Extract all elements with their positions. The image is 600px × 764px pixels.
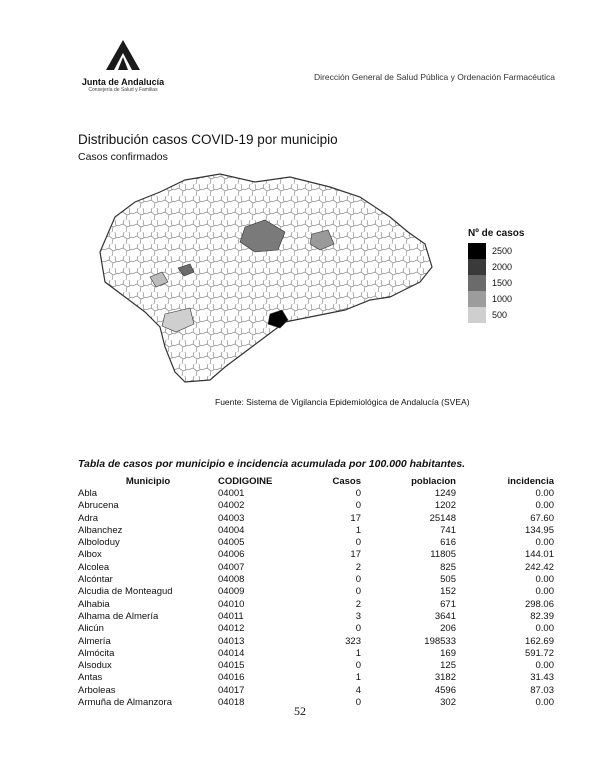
legend-swatch [468, 259, 486, 275]
table-row [78, 488, 554, 500]
col-header-casos: Casos [332, 476, 361, 487]
cell-poblacion: 198533 [424, 635, 456, 647]
cell-poblacion: 3641 [434, 610, 456, 622]
legend-swatch [468, 291, 486, 307]
cell-incidencia: 134.95 [524, 524, 554, 536]
cell-poblacion: 741 [440, 524, 456, 536]
table-row [78, 574, 554, 586]
cell-incidencia: 0.00 [535, 697, 554, 709]
col-header-incidencia: incidencia [507, 476, 554, 487]
cell-municipio: Adra [78, 512, 99, 524]
cell-poblacion: 125 [440, 660, 456, 672]
cell-municipio: Albox [78, 549, 102, 561]
table-row [78, 660, 554, 672]
figure-title: Distribución casos COVID-19 por municipio [78, 132, 338, 147]
cell-casos: 0 [355, 586, 361, 598]
cell-casos: 0 [355, 660, 361, 672]
cell-casos: 17 [350, 512, 361, 524]
cell-casos: 0 [355, 623, 361, 635]
cell-codigoine: 04008 [218, 574, 245, 586]
table-row [78, 672, 554, 684]
legend-label: 1500 [492, 278, 513, 288]
legend-label: 1000 [492, 294, 513, 304]
cell-municipio: Alicún [78, 623, 104, 635]
table-row [78, 611, 554, 623]
cell-poblacion: 616 [440, 537, 456, 549]
cell-incidencia: 0.00 [535, 586, 554, 598]
table-caption: Tabla de casos por municipio e incidencia acumulada por 100.000 habitantes. [78, 458, 466, 470]
col-header-poblacion: poblacion [411, 476, 456, 487]
logo-name: Junta de Andalucía [81, 77, 165, 87]
legend-item [468, 291, 524, 307]
table-row [78, 648, 554, 660]
cell-casos: 0 [355, 697, 361, 709]
table-row [78, 562, 554, 574]
cell-municipio: Alcóntar [78, 574, 113, 586]
legend-swatch [468, 307, 486, 323]
cell-incidencia: 0.00 [535, 574, 554, 586]
cell-codigoine: 04014 [218, 647, 245, 659]
cell-codigoine: 04012 [218, 623, 245, 635]
cell-incidencia: 82.39 [530, 610, 554, 622]
cell-incidencia: 0.00 [535, 660, 554, 672]
cell-codigoine: 04016 [218, 672, 245, 684]
cell-codigoine: 04010 [218, 598, 245, 610]
cell-poblacion: 4596 [434, 684, 456, 696]
junta-andalucia-emblem-icon [106, 40, 140, 70]
cell-incidencia: 0.00 [535, 488, 554, 499]
table-row [78, 586, 554, 598]
cell-casos: 0 [355, 500, 361, 512]
figure-subtitle: Casos confirmados [78, 151, 168, 163]
cell-poblacion: 169 [440, 647, 456, 659]
cell-municipio: Abrucena [78, 500, 119, 512]
cell-municipio: Abla [78, 488, 98, 499]
cell-municipio: Alboloduy [78, 537, 120, 549]
table-row [78, 500, 554, 512]
cell-poblacion: 302 [440, 697, 456, 709]
cell-codigoine: 04013 [218, 635, 245, 647]
legend-label: 2000 [492, 262, 513, 272]
cell-poblacion: 11805 [430, 549, 456, 561]
cell-incidencia: 87.03 [530, 684, 554, 696]
cell-municipio: Armuña de Almanzora [78, 697, 172, 709]
cell-incidencia: 162.69 [524, 635, 554, 647]
municipality-table [78, 476, 554, 709]
figure-source: Fuente: Sistema de Vigilancia Epidemiológica de Andalucía (SVEA) [215, 397, 470, 407]
cell-codigoine: 04015 [218, 660, 245, 672]
cell-incidencia: 31.43 [530, 672, 554, 684]
table-row [78, 623, 554, 635]
cell-casos: 2 [355, 598, 361, 610]
cell-codigoine: 04001 [218, 488, 245, 499]
cell-poblacion: 671 [440, 598, 456, 610]
table-row [78, 685, 554, 697]
table-row [78, 636, 554, 648]
cell-municipio: Alcudia de Monteagud [78, 586, 173, 598]
cell-poblacion: 505 [440, 574, 456, 586]
cell-incidencia: 0.00 [535, 537, 554, 549]
cell-incidencia: 144.01 [524, 549, 554, 561]
cell-casos: 323 [345, 635, 361, 647]
cell-municipio: Alcolea [78, 561, 110, 573]
cell-municipio: Alsodux [78, 660, 112, 672]
cell-municipio: Almócita [78, 647, 115, 659]
cell-casos: 0 [355, 488, 361, 499]
legend-label: 500 [492, 310, 508, 320]
table-row [78, 549, 554, 561]
cell-casos: 17 [350, 549, 361, 561]
cell-poblacion: 1249 [434, 488, 456, 499]
cell-incidencia: 0.00 [535, 623, 554, 635]
logo-subtitle: Consejería de Salud y Familias [88, 87, 158, 93]
cell-poblacion: 152 [440, 586, 456, 598]
legend-title: Nº de casos [468, 228, 525, 239]
legend-item [468, 243, 524, 259]
cell-poblacion: 3182 [434, 672, 456, 684]
cell-codigoine: 04006 [218, 549, 245, 561]
cell-casos: 1 [355, 647, 361, 659]
cell-municipio: Almería [78, 635, 111, 647]
cell-incidencia: 591.72 [524, 647, 554, 659]
cell-casos: 1 [355, 672, 361, 684]
legend-swatch [468, 243, 486, 259]
cell-municipio: Alhama de Almería [78, 610, 159, 622]
cell-municipio: Arboleas [78, 684, 116, 696]
cell-codigoine: 04002 [218, 500, 245, 512]
table-row [78, 599, 554, 611]
map-legend [468, 228, 524, 323]
cell-incidencia: 242.42 [524, 561, 554, 573]
cell-poblacion: 25148 [429, 512, 456, 524]
junta-logo [78, 40, 168, 93]
cell-incidencia: 0.00 [535, 500, 554, 512]
table-row [78, 525, 554, 537]
cell-casos: 3 [355, 610, 361, 622]
cell-codigoine: 04011 [218, 610, 244, 622]
cell-municipio: Alhabia [78, 598, 110, 610]
cell-codigoine: 04009 [218, 586, 245, 598]
cell-codigoine: 04005 [218, 537, 245, 549]
cell-casos: 2 [355, 561, 361, 573]
legend-swatch [468, 275, 486, 291]
cell-incidencia: 298.06 [524, 598, 554, 610]
table-header-row [78, 476, 554, 488]
legend-label: 2500 [492, 246, 513, 256]
page-number: 52 [294, 704, 306, 718]
header-direction: Dirección General de Salud Pública y Ordenación Farmacéutica [314, 72, 555, 82]
cell-municipio: Antas [78, 672, 103, 684]
col-header-municipio: Municipio [125, 476, 171, 487]
cell-casos: 0 [355, 537, 361, 549]
cell-codigoine: 04004 [218, 524, 245, 536]
cell-codigoine: 04017 [218, 684, 245, 696]
cell-municipio: Albanchez [78, 524, 123, 536]
cell-codigoine: 04007 [218, 561, 245, 573]
legend-item [468, 275, 524, 291]
table-row [78, 537, 554, 549]
cell-casos: 0 [355, 574, 361, 586]
cell-poblacion: 206 [440, 623, 456, 635]
cell-poblacion: 1202 [434, 500, 456, 512]
table-row [78, 513, 554, 525]
cell-poblacion: 825 [440, 561, 456, 573]
legend-item [468, 307, 524, 323]
andalucia-municipality-map [90, 172, 435, 387]
cell-codigoine: 04018 [218, 697, 245, 709]
cell-codigoine: 04003 [218, 512, 245, 524]
cell-casos: 1 [355, 524, 361, 536]
col-header-codigoine: CODIGOINE [218, 476, 273, 487]
cell-incidencia: 67.60 [530, 512, 554, 524]
cell-casos: 4 [355, 684, 361, 696]
map-outline [100, 174, 432, 382]
legend-item [468, 259, 524, 275]
